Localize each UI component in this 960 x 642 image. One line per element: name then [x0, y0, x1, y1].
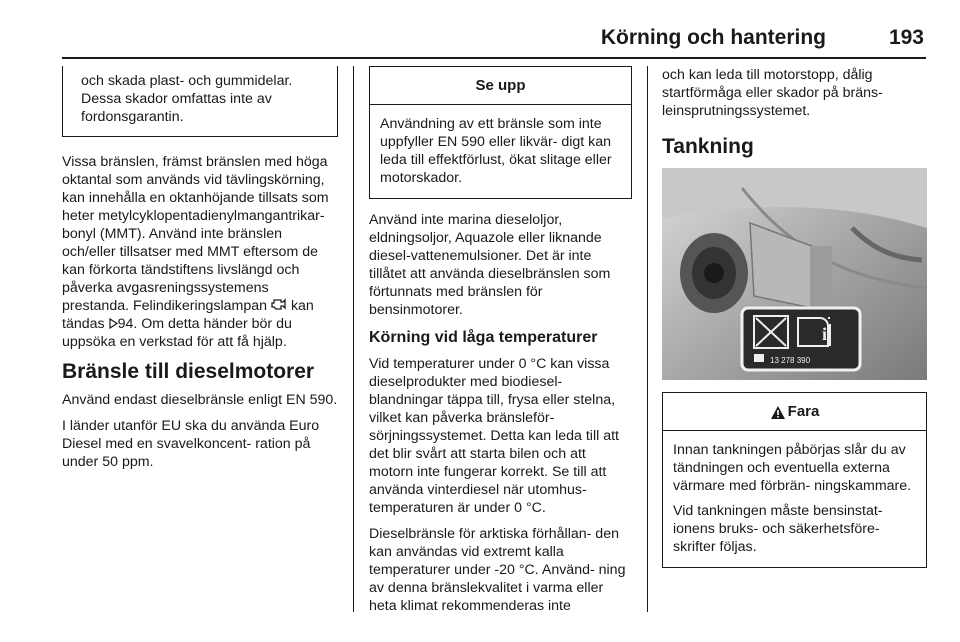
svg-text:i: i [822, 324, 828, 344]
page-header [62, 26, 926, 54]
caution-title: Se upp [370, 67, 631, 105]
page-ref-arrow-icon [109, 318, 118, 329]
column-divider [353, 66, 354, 612]
fuel-filler-photo [662, 168, 927, 380]
paragraph [62, 153, 338, 351]
section-heading: Tankning [662, 135, 754, 158]
caution-box [369, 66, 632, 199]
mmt-text: Vissa bränslen, främst bränslen med höga oktantal som används vid tävlingskörning, kan innehålla en oktanhöjande tillsats som heter metylcyklopentadienylmangantrikar- bonyl (MMT). Använd inte bränslen och/eller tillsatser med MMT eftersom de kan förkorta tändstiftens livslängd och påverka avgasreningssystemens prestanda. Felindikeringslampan [62, 154, 329, 314]
subsection-heading: Körning vid låga temperaturer [369, 329, 598, 346]
column-2 [369, 66, 632, 623]
danger-text: Innan tankningen påbörjas slår du av tändningen och eventuella externa värmare med förbrän- ningskammare. [673, 442, 912, 494]
ref-page-link[interactable]: 94 [117, 316, 134, 332]
column-1 [62, 66, 338, 479]
ref-text: kan tändas [62, 298, 314, 332]
danger-label: Fara [787, 403, 820, 420]
paragraph: Dieselbränsle för arktiska förhållan- den kan användas vid extremt kalla temperaturer under -20 °C. Använd- ning av denna bränslekvalitet i varma eller heta klimat rekommenderas inte [369, 526, 626, 614]
engine-warning-icon [271, 298, 287, 311]
mmt-tail: . Om detta händer bör du uppsöka en verkstad för att få hjälp. [62, 316, 292, 350]
paragraph: Vid temperaturer under 0 °C kan vissa dieselprodukter med biodiesel- blandningar täppa till, frysa eller stelna, vilket kan påverka bränsleför- sörjningssystemet. Detta kan leda till att det blir svårt att starta bilen och att motorn inte fungerar korrekt. Se till att använda vinterdiesel när utomhus- temperaturen är under 0 °C. [369, 356, 619, 516]
section-heading: Bränsle till dieselmotorer [62, 360, 315, 383]
note-box [62, 66, 338, 137]
paragraph: I länder utanför EU ska du använda Euro Diesel med en svavelkoncent- ration på under 50 ppm. [62, 418, 320, 470]
paragraph: och kan leda till motorstopp, dålig startförmåga eller skador på bräns- leinsprutningssystemet. [662, 67, 883, 119]
danger-text: Vid tankningen måste bensinstat- ionens bruks- och säkerhetsföre- skrifter följas. [673, 503, 883, 555]
caution-text: Användning av ett bränsle som inte uppfyller EN 590 eller likvär- digt kan leda till effektförlust, ökat slitage eller motorskador. [380, 116, 612, 186]
page-number: 193 [888, 26, 924, 49]
danger-box [662, 392, 927, 568]
photo-label: 13 278 390 [770, 356, 811, 365]
note-text: och skada plast- och gummidelar. Dessa skador omfattas inte av fordonsgarantin. [81, 73, 293, 125]
column-divider [647, 66, 648, 612]
header-rule [62, 57, 926, 59]
column-3 [662, 66, 927, 580]
warning-triangle-icon [770, 405, 786, 420]
paragraph: Använd endast dieselbränsle enligt EN 590. [62, 392, 338, 408]
paragraph: Använd inte marina dieseloljor, eldningsoljor, Aquazole eller liknande diesel-vattenemulsioner. Det är inte tillåtet att använda dieselbränslen som förtunnats med bränslen för bensinmotorer. [369, 212, 611, 318]
chapter-title: Körning och hantering [600, 26, 826, 49]
danger-title [663, 393, 926, 431]
